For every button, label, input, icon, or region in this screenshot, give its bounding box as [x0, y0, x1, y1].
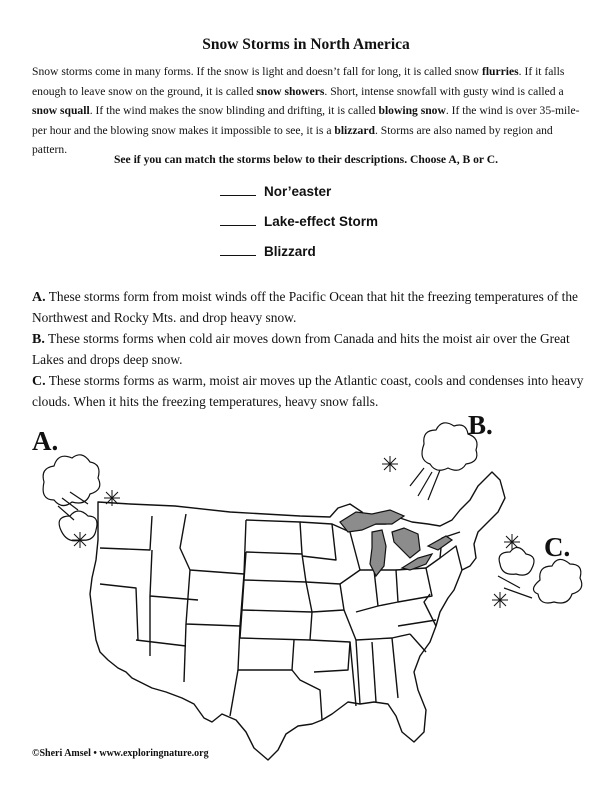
intro-paragraph — [32, 62, 584, 160]
snowflake-icon — [72, 532, 88, 548]
intro-text: . If the wind is over 35-mile-per hour and the blowing snow makes it impossible to see, it is a — [32, 104, 580, 137]
snow-bursts — [72, 456, 520, 608]
storm-term: snow showers — [256, 84, 325, 98]
description-c — [32, 371, 584, 411]
us-outline — [90, 472, 505, 760]
description-a — [32, 287, 584, 327]
map-label-b: B. — [468, 410, 493, 440]
intro-text: Snow storms come in many forms. If the snow is light and doesn’t fall for long, it is called snow — [32, 65, 482, 78]
map-label-c: C. — [544, 532, 571, 562]
intro-text: . Short, intense snowfall with gusty wind is called a — [324, 84, 564, 98]
snowflake-icon — [382, 456, 398, 472]
storm-term: snow squall — [32, 104, 90, 118]
storm-name-label: Lake-effect Storm — [264, 214, 379, 229]
match-item-lake-effect — [220, 214, 480, 244]
match-list — [220, 184, 480, 274]
storm-term: blizzard — [334, 123, 375, 137]
lake-ontario — [428, 536, 452, 550]
lake-michigan — [370, 530, 386, 576]
storm-term: flurries — [481, 65, 519, 78]
storm-name-label: Blizzard — [264, 244, 316, 259]
lake-superior — [340, 510, 404, 532]
map-label-a: A. — [32, 426, 59, 456]
intro-text: . Storms are also named by region and pattern. — [32, 123, 553, 157]
description-text: These storms forms when cold air moves down from Canada and hits the moist air over the Great Lakes and drops deep snow. — [32, 331, 570, 367]
description-letter: B. — [32, 332, 45, 347]
description-text: These storms forms as warm, moist air moves up the Atlantic coast, cools and condenses into heavy clouds. When it hits the freezing temperatures, heavy snow falls. — [32, 373, 584, 409]
great-lakes — [340, 510, 452, 576]
copyright-footer: ©Sheri Amsel • www.exploringnature.org — [32, 748, 209, 759]
cloud-north — [410, 423, 477, 500]
description-letter: A. — [32, 290, 46, 305]
snowflake-icon — [104, 490, 120, 506]
us-map-figure — [0, 410, 612, 765]
match-item-noreaster — [220, 184, 480, 214]
lake-huron — [392, 528, 420, 558]
answer-blank-2[interactable] — [220, 214, 256, 226]
storm-term: blowing snow — [378, 104, 446, 118]
storm-clouds — [43, 423, 582, 603]
cloud-west — [43, 455, 100, 541]
description-b — [32, 329, 584, 369]
description-text: These storms form from moist winds off the Pacific Ocean that hit the freezing temperatures of the Northwest and Rocky Mts. and drop heavy snow. — [32, 289, 578, 325]
answer-blank-3[interactable] — [220, 244, 256, 256]
storm-name-label: Nor’easter — [264, 184, 332, 199]
intro-text: . If the wind makes the snow blinding and drifting, it is called — [89, 104, 379, 118]
snowflake-icon — [492, 592, 508, 608]
snowflake-icon — [504, 534, 520, 550]
description-letter: C. — [32, 374, 46, 389]
match-item-blizzard — [220, 244, 480, 274]
answer-blank-1[interactable] — [220, 184, 256, 196]
intro-text: . If it falls enough to leave snow on the ground, it is called — [32, 65, 565, 98]
instruction-text: See if you can match the storms below to their descriptions. Choose A, B or C. — [113, 153, 499, 166]
us-map — [0, 420, 612, 765]
page-title: Snow Storms in North America — [202, 36, 410, 53]
